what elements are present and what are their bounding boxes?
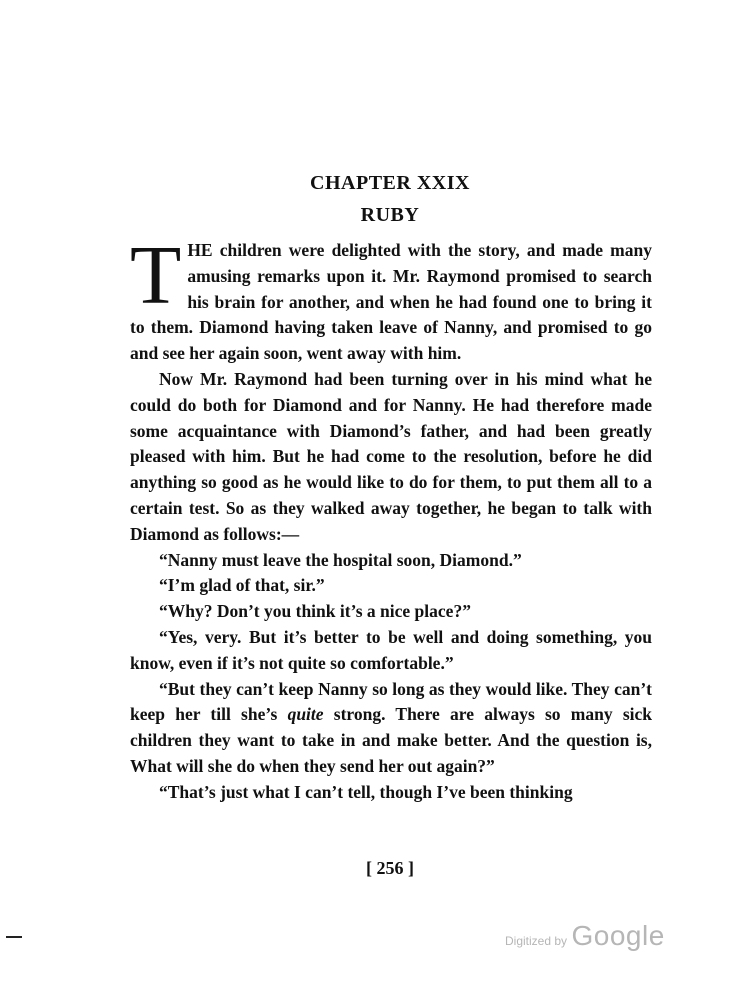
dialogue-line — [130, 677, 652, 780]
margin-dash-mark — [6, 936, 22, 938]
chapter-title: RUBY — [360, 204, 420, 226]
chapter-number: CHAPTER XXIX — [310, 172, 470, 194]
dialogue-line: “That’s just what I can’t tell, though I’ve been thinking — [159, 781, 573, 802]
google-logo: Google — [571, 920, 665, 951]
paragraph: Now Mr. Raymond had been turning over in his mind what he could do both for Diamond and for Nanny. He had therefore made some acquaintance with Diamond’s father, and had been greatly pleased with him. But he had come to the resolution, before he did anything so good as he would like to do for them, to put them all to a certain test. So as they walked away together, he began to talk with Diamond as follows:— — [130, 368, 652, 544]
paragraph-opening — [130, 229, 652, 367]
digitized-by-google-watermark — [505, 920, 665, 952]
page-number: [ 256 ] — [366, 858, 414, 878]
dialogue-line: “I’m glad of that, sir.” — [159, 575, 325, 596]
dialogue-line: “Why? Don’t you think it’s a nice place?” — [159, 601, 471, 622]
watermark-prefix: Digitized by — [505, 934, 568, 948]
dialogue-line: “Yes, very. But it’s better to be well and doing something, you know, even if it’s not quite so comfortable.” — [130, 626, 652, 673]
dialogue-line: “Nanny must leave the hospital soon, Diamond.” — [159, 549, 522, 570]
drop-cap-letter: T — [130, 229, 182, 322]
dialogue-text: strong. There are always so many sick children they want to take in and make better. And the question is, What will she do when they send her out again?” — [130, 704, 652, 776]
opening-word: HE — [187, 240, 213, 260]
dialogue-text: “But they can’t keep Nanny so long as they would like. They can’t keep her till she’s — [130, 678, 652, 725]
chapter-body — [130, 229, 652, 806]
paragraph-text: children were delighted with the story, and made many amusing remarks upon it. Mr. Raymond promised to search his brain for another, and when he had found one to bring it to them. Diamond having taken leave of Nanny, and promised to go and see her again soon, went away with him. — [130, 240, 652, 364]
emphasized-word: quite — [287, 704, 324, 725]
